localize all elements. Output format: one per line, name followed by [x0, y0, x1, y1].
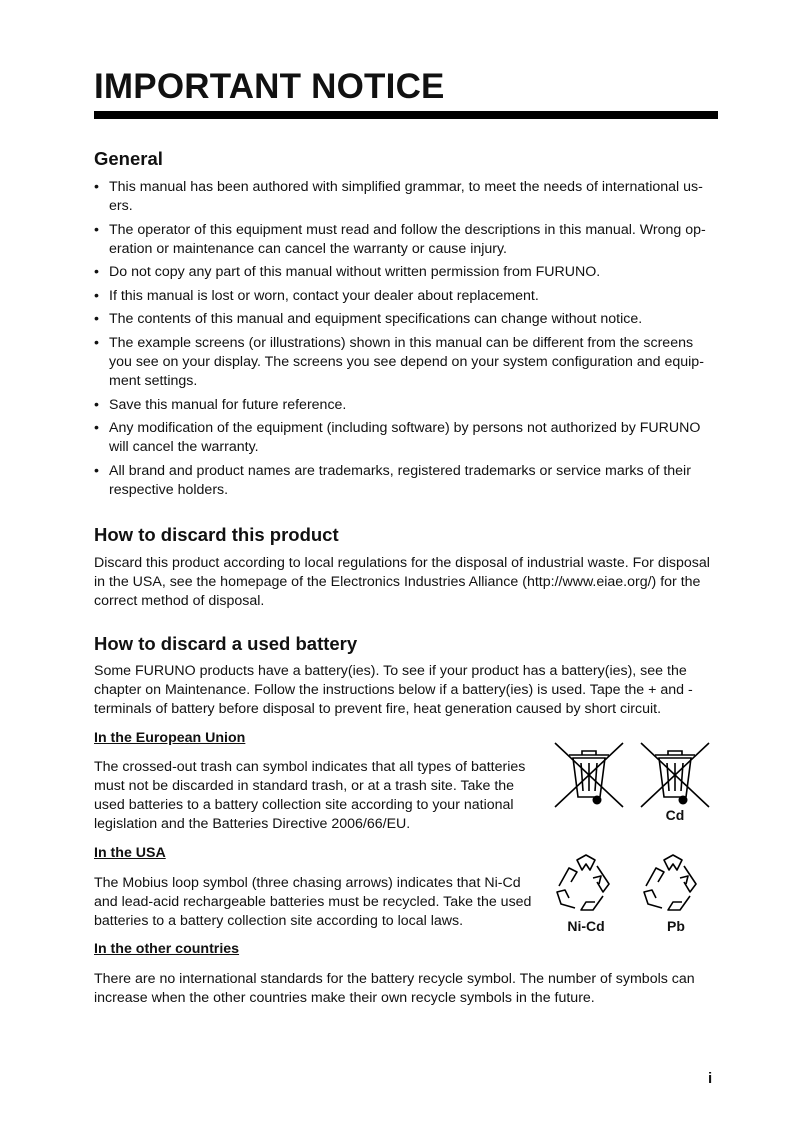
eu-subheading: In the European Union — [94, 730, 246, 746]
title-rule — [94, 111, 718, 119]
list-item: • This manual has been authored with simplified grammar, to meet the needs of international us-ers. — [94, 179, 703, 214]
other-subheading: In the other countries — [94, 941, 240, 957]
usa-subheading: In the USA — [94, 845, 166, 861]
page-number: i — [708, 1070, 713, 1087]
crossed-out-bin-icon — [553, 741, 625, 809]
cd-label: Cd — [665, 807, 685, 823]
list-item: • The contents of this manual and equipment specifications can change without notice. — [94, 311, 643, 328]
discard-product-heading: How to discard this product — [94, 524, 339, 545]
general-bullet-list — [94, 178, 718, 504]
list-item: • All brand and product names are trademarks, registered trademarks or service marks of their respective holders. — [94, 462, 691, 498]
discard-battery-text: Some FURUNO products have a battery(ies). To see if your product has a battery(ies), see the chapter on Maintenance. Follow the instructions below if a battery(ies) is used. Tape the + and - terminals of battery before disposal to prevent fire, heat generation caused by short circuit. — [94, 663, 693, 717]
recycle-pb-icon — [640, 852, 706, 914]
discard-product-text: Discard this product according to local regulations for the disposal of industrial waste. For disposal in the USA, see the homepage of the Electronics Industries Alliance (http://www.eiae.org/) for the correct method of disposal. — [94, 555, 710, 609]
pb-label: Pb — [667, 918, 685, 934]
nicd-label: Ni-Cd — [567, 918, 605, 934]
list-item: • Save this manual for future reference. — [94, 396, 347, 413]
page-title: IMPORTANT NOTICE — [94, 67, 445, 106]
list-item: • The operator of this equipment must read and follow the descriptions in this manual. Wrong op-eration or maintenance can cancel the warranty or cause injury. — [94, 221, 706, 257]
general-heading: General — [94, 148, 163, 169]
eu-text: The crossed-out trash can symbol indicates that all types of batteries must not be discarded in standard trash, or at a trash site. Take the used batteries to a battery collection site according to your national legislation and the Batteries Directive 2006/66/EU. — [94, 759, 526, 832]
list-item: • If this manual is lost or worn, contact your dealer about replacement. — [94, 287, 539, 304]
discard-battery-heading: How to discard a used battery — [94, 633, 358, 654]
other-text: There are no international standards for the battery recycle symbol. The number of symbols can increase when the other countries make their own recycle symbols in the future. — [94, 971, 695, 1006]
list-item: • The example screens (or illustrations) shown in this manual can be different from the screens you see on your display. The screens you see depend on your system configuration and equip-ment settings. — [94, 334, 704, 389]
recycle-nicd-icon — [553, 852, 619, 914]
usa-text: The Mobius loop symbol (three chasing arrows) indicates that Ni-Cd and lead-acid rechargeable batteries must be recycled. Take the used batteries to a battery collection site according to local laws. — [94, 875, 532, 929]
list-item: • Any modification of the equipment (including software) by persons not authorized by FURUNO will cancel the warranty. — [94, 420, 701, 456]
crossed-out-bin-cd-icon — [639, 741, 711, 809]
list-item: • Do not copy any part of this manual without written permission from FURUNO. — [94, 264, 601, 281]
